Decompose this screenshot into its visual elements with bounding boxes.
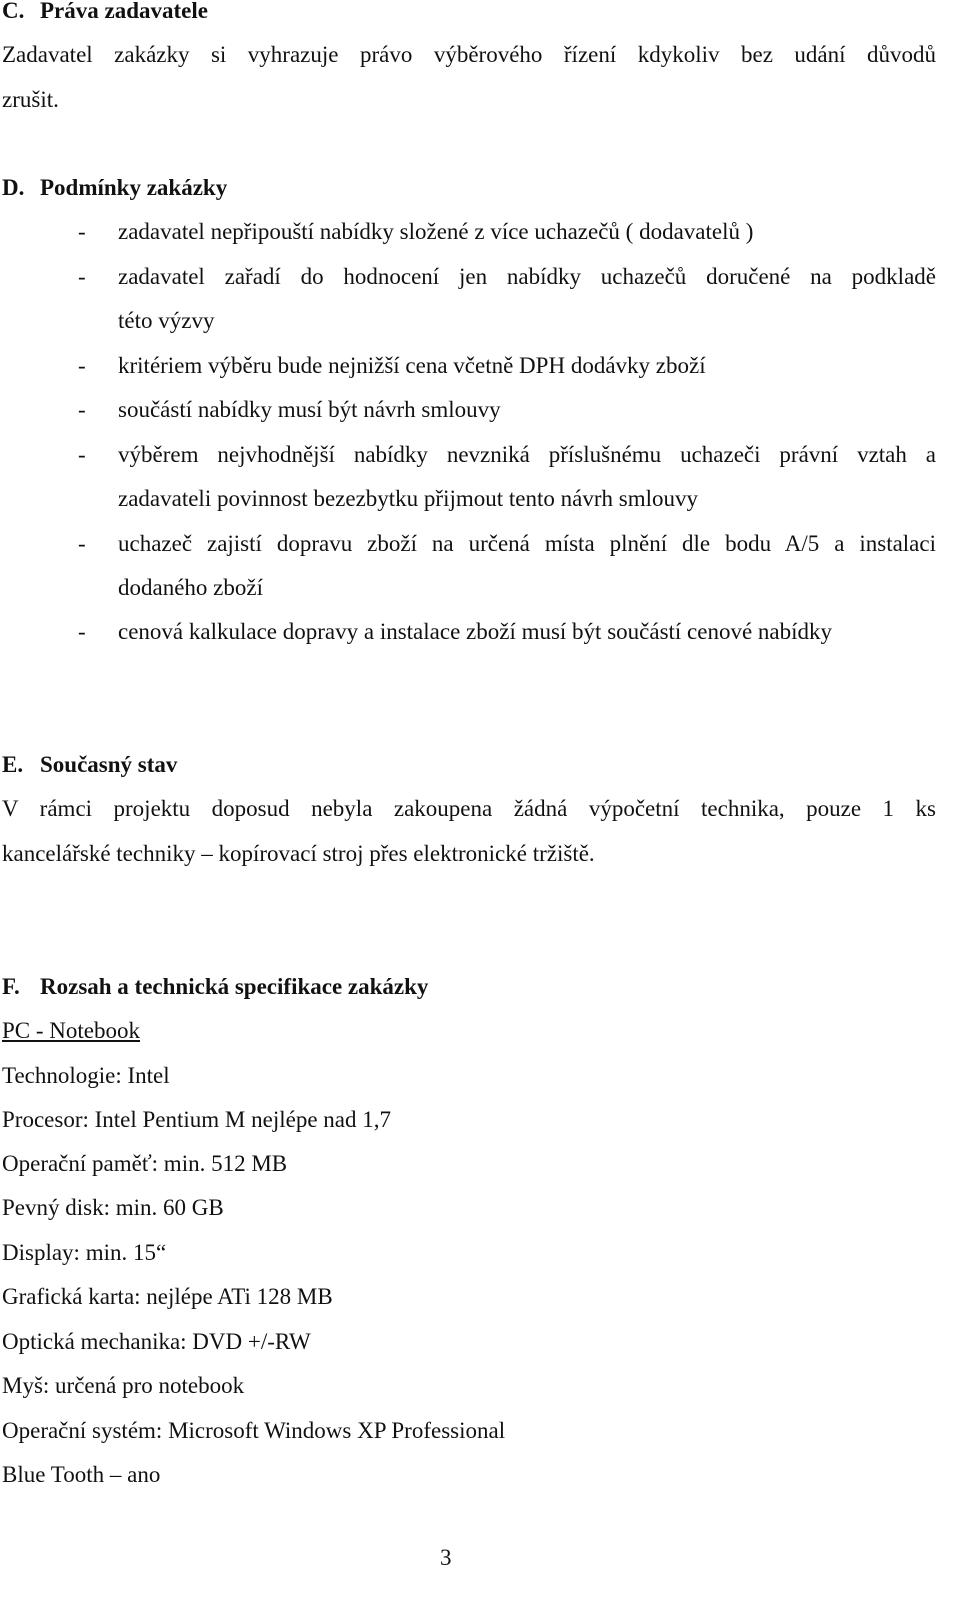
list-bullet: - <box>78 219 86 244</box>
list-item-text: uchazeč zajistí dopravu zboží na určená místa plnění dle bodu A/5 a instalaci <box>118 531 936 556</box>
list-item-continuation: zadavateli povinnost bezezbytku přijmout tento návrh smlouvy <box>118 486 698 511</box>
spec-line: Optická mechanika: DVD +/-RW <box>2 1329 311 1354</box>
list-bullet: - <box>78 442 86 467</box>
spec-line: Procesor: Intel Pentium M nejlépe nad 1,7 <box>2 1107 392 1132</box>
list-bullet: - <box>78 264 86 289</box>
spec-line: Blue Tooth – ano <box>2 1462 161 1487</box>
section-c-body-line-1: Zadavatel zakázky si vyhrazuje právo výběrového řízení kdykoliv bez udání důvodů <box>2 42 936 67</box>
section-d-title: Podmínky zakázky <box>40 175 228 200</box>
section-c-body-line-2: zrušit. <box>2 87 59 112</box>
section-f-heading <box>2 972 428 1002</box>
section-f-title: Rozsah a technická specifikace zakázky <box>40 974 429 999</box>
section-e-heading <box>2 750 177 780</box>
section-c-heading <box>2 0 208 26</box>
page-number: 3 <box>440 1545 452 1570</box>
list-item-continuation: této výzvy <box>118 308 215 333</box>
section-e-body-line-1: V rámci projektu doposud nebyla zakoupena žádná výpočetní technika, pouze 1 ks <box>2 796 936 821</box>
list-item-text: zadavatel nepřipouští nabídky složené z více uchazečů ( dodavatelů ) <box>118 219 754 244</box>
section-c-title: Práva zadavatele <box>40 0 208 23</box>
list-item-text: zadavatel zařadí do hodnocení jen nabídky uchazečů doručené na podkladě <box>118 264 936 289</box>
section-d-letter: D. <box>2 175 25 200</box>
spec-line: Grafická karta: nejlépe ATi 128 MB <box>2 1284 333 1309</box>
spec-line: Pevný disk: min. 60 GB <box>2 1195 224 1220</box>
list-item-continuation: dodaného zboží <box>118 575 263 600</box>
section-c-letter: C. <box>2 0 25 23</box>
list-bullet: - <box>78 397 86 422</box>
spec-line: Operační paměť: min. 512 MB <box>2 1151 288 1176</box>
list-item-text: součástí nabídky musí být návrh smlouvy <box>118 397 501 422</box>
list-item-text: výběrem nejvhodnější nabídky nevzniká příslušnému uchazeči právní vztah a <box>118 442 936 467</box>
spec-line: Display: min. 15“ <box>2 1240 167 1265</box>
section-d-heading <box>2 173 227 203</box>
section-f-letter: F. <box>2 974 20 999</box>
section-e-body-line-2: kancelářské techniky – kopírovací stroj přes elektronické tržiště. <box>2 841 595 866</box>
list-bullet: - <box>78 353 86 378</box>
section-f-subtitle: PC - Notebook <box>2 1018 140 1043</box>
spec-line: Operační systém: Microsoft Windows XP Professional <box>2 1418 506 1443</box>
spec-line: Technologie: Intel <box>2 1063 170 1088</box>
section-e-title: Současný stav <box>40 752 178 777</box>
list-item-text: kritériem výběru bude nejnižší cena včetně DPH dodávky zboží <box>118 353 706 378</box>
section-e-letter: E. <box>2 752 24 777</box>
spec-line: Myš: určená pro notebook <box>2 1373 245 1398</box>
list-bullet: - <box>78 619 86 644</box>
list-bullet: - <box>78 531 86 556</box>
list-item-text: cenová kalkulace dopravy a instalace zboží musí být součástí cenové nabídky <box>118 619 833 644</box>
